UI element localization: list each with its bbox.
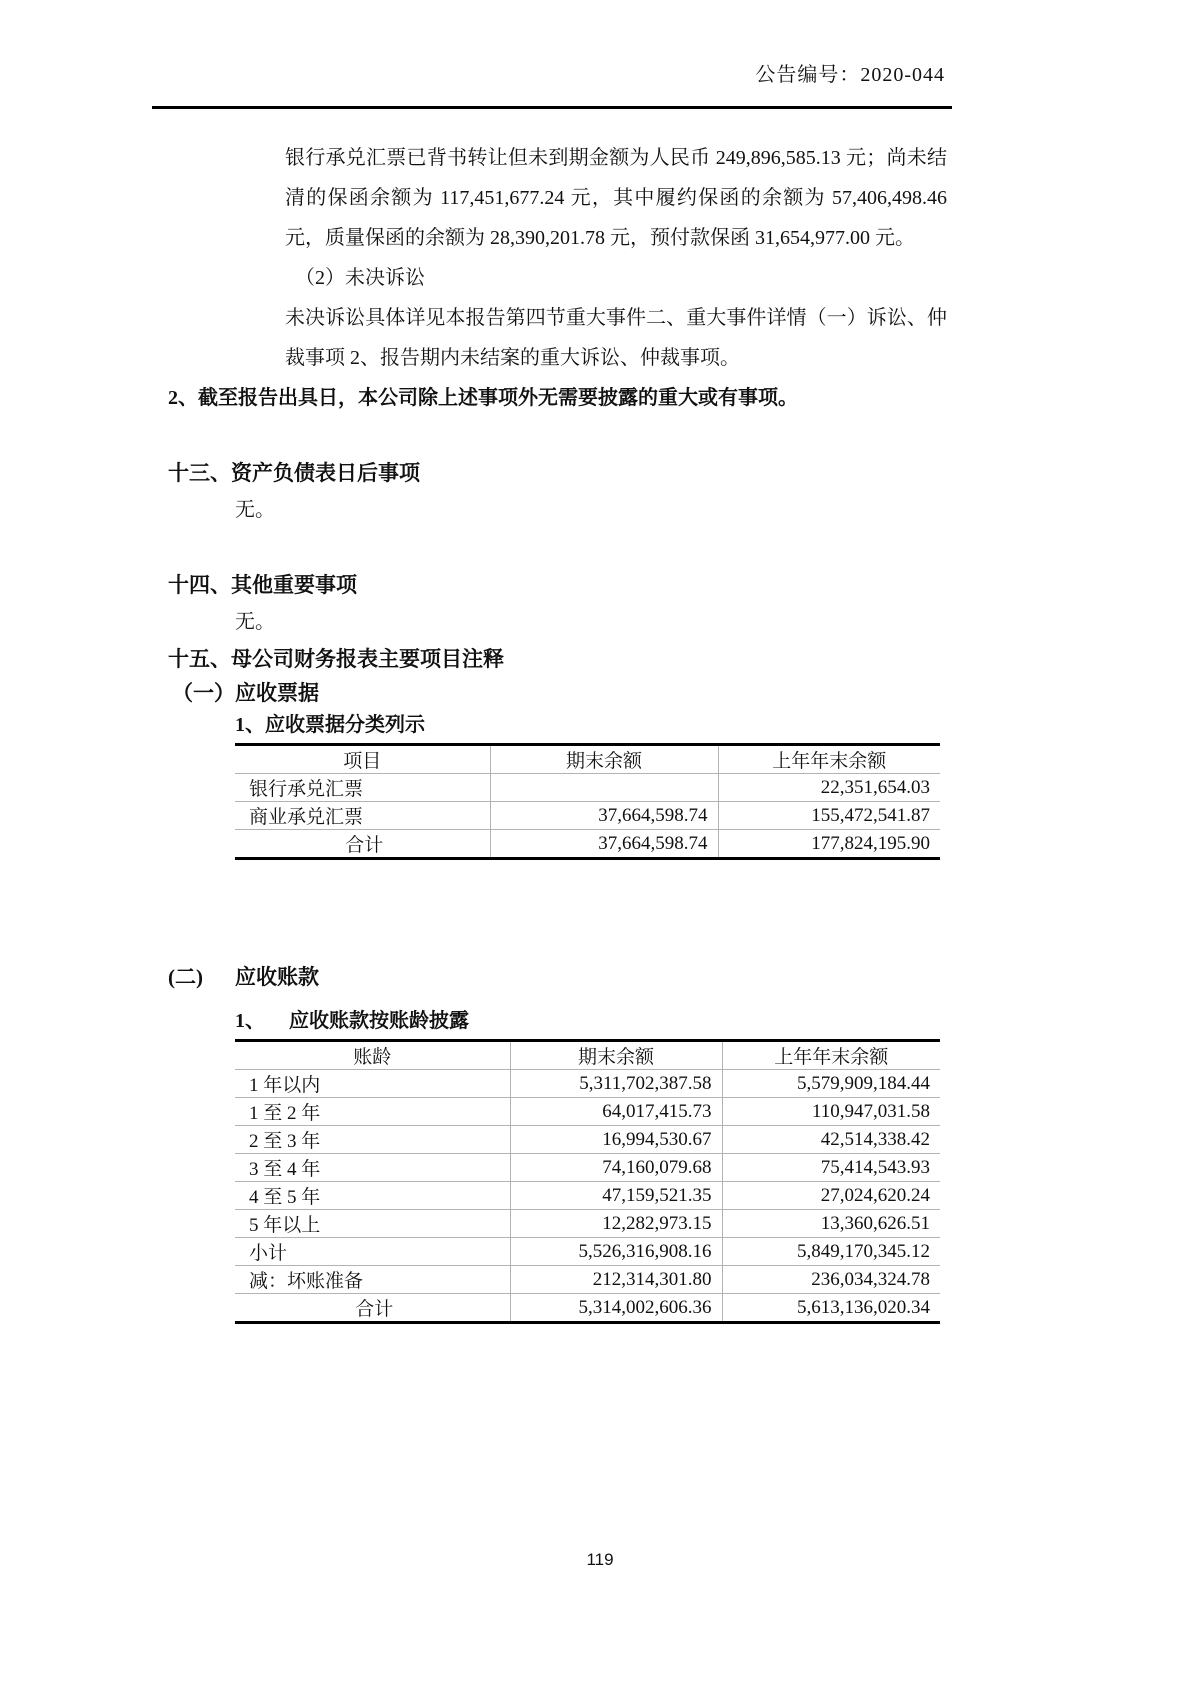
col-header-prior-year-balance: 上年年末余额	[722, 1041, 940, 1070]
row-prior-year-balance: 110,947,031.58	[722, 1098, 940, 1126]
paragraph-pending-litigation-label: （2）未决诉讼	[295, 267, 425, 289]
row-closing-balance: 12,282,973.15	[510, 1210, 722, 1238]
table-row	[235, 774, 940, 802]
row-prior-year-balance: 22,351,654.03	[718, 774, 940, 802]
table2-title-text: 应收账款按账龄披露	[289, 1010, 469, 1032]
row-closing-balance: 64,017,415.73	[510, 1098, 722, 1126]
row-closing-balance	[490, 774, 718, 802]
col-header-ageing: 账龄	[235, 1041, 510, 1070]
total-label: 合计	[235, 1294, 510, 1323]
header-rule	[152, 106, 952, 109]
row-ageing-bucket: 1 至 2 年	[235, 1098, 510, 1126]
table1-title	[235, 711, 947, 739]
row-closing-balance: 16,994,530.67	[510, 1126, 722, 1154]
section-13-body: 无。	[235, 499, 275, 521]
table-total-row	[235, 1294, 940, 1323]
row-prior-year-balance: 5,579,909,184.44	[722, 1070, 940, 1098]
row-ageing-bucket: 小计	[235, 1238, 510, 1266]
paragraph-no-other-matters: 2、截至报告出具日，本公司除上述事项外无需要披露的重大或有事项。	[168, 387, 798, 409]
row-ageing-bucket: 减：坏账准备	[235, 1266, 510, 1294]
row-ageing-bucket: 3 至 4 年	[235, 1154, 510, 1182]
row-prior-year-balance: 13,360,626.51	[722, 1210, 940, 1238]
row-ageing-bucket: 5 年以上	[235, 1210, 510, 1238]
row-prior-year-balance: 155,472,541.87	[718, 802, 940, 830]
table2-title	[235, 1007, 947, 1035]
row-closing-balance: 37,664,598.74	[490, 802, 718, 830]
row-prior-year-balance: 42,514,338.42	[722, 1126, 940, 1154]
table1-title-label: 1、	[235, 714, 265, 736]
table-header-row	[235, 1041, 940, 1070]
section-14-body: 无。	[235, 611, 275, 633]
section-15-2-title	[168, 960, 947, 995]
table-total-row	[235, 830, 940, 859]
total-closing-balance: 37,664,598.74	[490, 830, 718, 859]
col-header-prior-year-balance: 上年年末余额	[718, 745, 940, 774]
page-number: 119	[586, 1550, 614, 1569]
table-row	[235, 1182, 940, 1210]
paragraph-pending-litigation: 未决诉讼具体详见本报告第四节重大事件二、重大事件详情（一）诉讼、仲裁事项 2、报告期内未结案的重大诉讼、仲裁事项。	[285, 307, 947, 369]
table-row	[235, 1210, 940, 1238]
section-13-title: 十三、资产负债表日后事项	[168, 461, 420, 485]
row-prior-year-balance: 27,024,620.24	[722, 1182, 940, 1210]
col-header-closing-balance: 期末余额	[490, 745, 718, 774]
row-prior-year-balance: 75,414,543.93	[722, 1154, 940, 1182]
table2-title-label: 1、	[235, 1010, 265, 1032]
col-header-item: 项目	[235, 745, 490, 774]
row-closing-balance: 74,160,079.68	[510, 1154, 722, 1182]
table-row	[235, 1098, 940, 1126]
table1-title-text: 应收票据分类列示	[265, 714, 425, 736]
total-label: 合计	[235, 830, 490, 859]
paragraph-bank-acceptance: 银行承兑汇票已背书转让但未到期金额为人民币 249,896,585.13 元；尚未结清的保函余额为 117,451,677.24 元，其中履约保函的余额为 57,406,498.46 元，质量保函的余额为 28,390,201.78 元，预付款保函 31,654,977.00 元。	[285, 147, 947, 249]
row-ageing-bucket: 1 年以内	[235, 1070, 510, 1098]
row-item-name: 银行承兑汇票	[235, 774, 490, 802]
section-15-title: 十五、母公司财务报表主要项目注释	[168, 647, 504, 671]
row-prior-year-balance: 236,034,324.78	[722, 1266, 940, 1294]
notes-receivable-table	[235, 743, 940, 860]
announcement-number: 公告编号：2020-044	[755, 64, 945, 86]
section-15-2-text: 应收账款	[235, 965, 319, 989]
row-item-name: 商业承兑汇票	[235, 802, 490, 830]
col-header-closing-balance: 期末余额	[510, 1041, 722, 1070]
section-15-1-title: （一）应收票据	[172, 681, 319, 705]
table-row	[235, 1154, 940, 1182]
table-header-row	[235, 745, 940, 774]
total-prior-year-balance: 177,824,195.90	[811, 832, 930, 854]
table-row	[235, 1070, 940, 1098]
row-closing-balance: 212,314,301.80	[510, 1266, 722, 1294]
table-row	[235, 1238, 940, 1266]
table-row	[235, 1126, 940, 1154]
total-prior-year-balance: 5,613,136,020.34	[797, 1296, 930, 1318]
section-15-2-label: (二)	[168, 965, 203, 989]
table-row	[235, 1266, 940, 1294]
accounts-receivable-ageing-table	[235, 1039, 940, 1324]
row-closing-balance: 5,526,316,908.16	[510, 1238, 722, 1266]
total-closing-balance: 5,314,002,606.36	[510, 1294, 722, 1323]
row-prior-year-balance: 5,849,170,345.12	[722, 1238, 940, 1266]
table-row	[235, 802, 940, 830]
page-content	[168, 138, 947, 1324]
row-closing-balance: 47,159,521.35	[510, 1182, 722, 1210]
row-ageing-bucket: 2 至 3 年	[235, 1126, 510, 1154]
row-closing-balance: 5,311,702,387.58	[510, 1070, 722, 1098]
section-14-title: 十四、其他重要事项	[168, 573, 357, 597]
row-ageing-bucket: 4 至 5 年	[235, 1182, 510, 1210]
